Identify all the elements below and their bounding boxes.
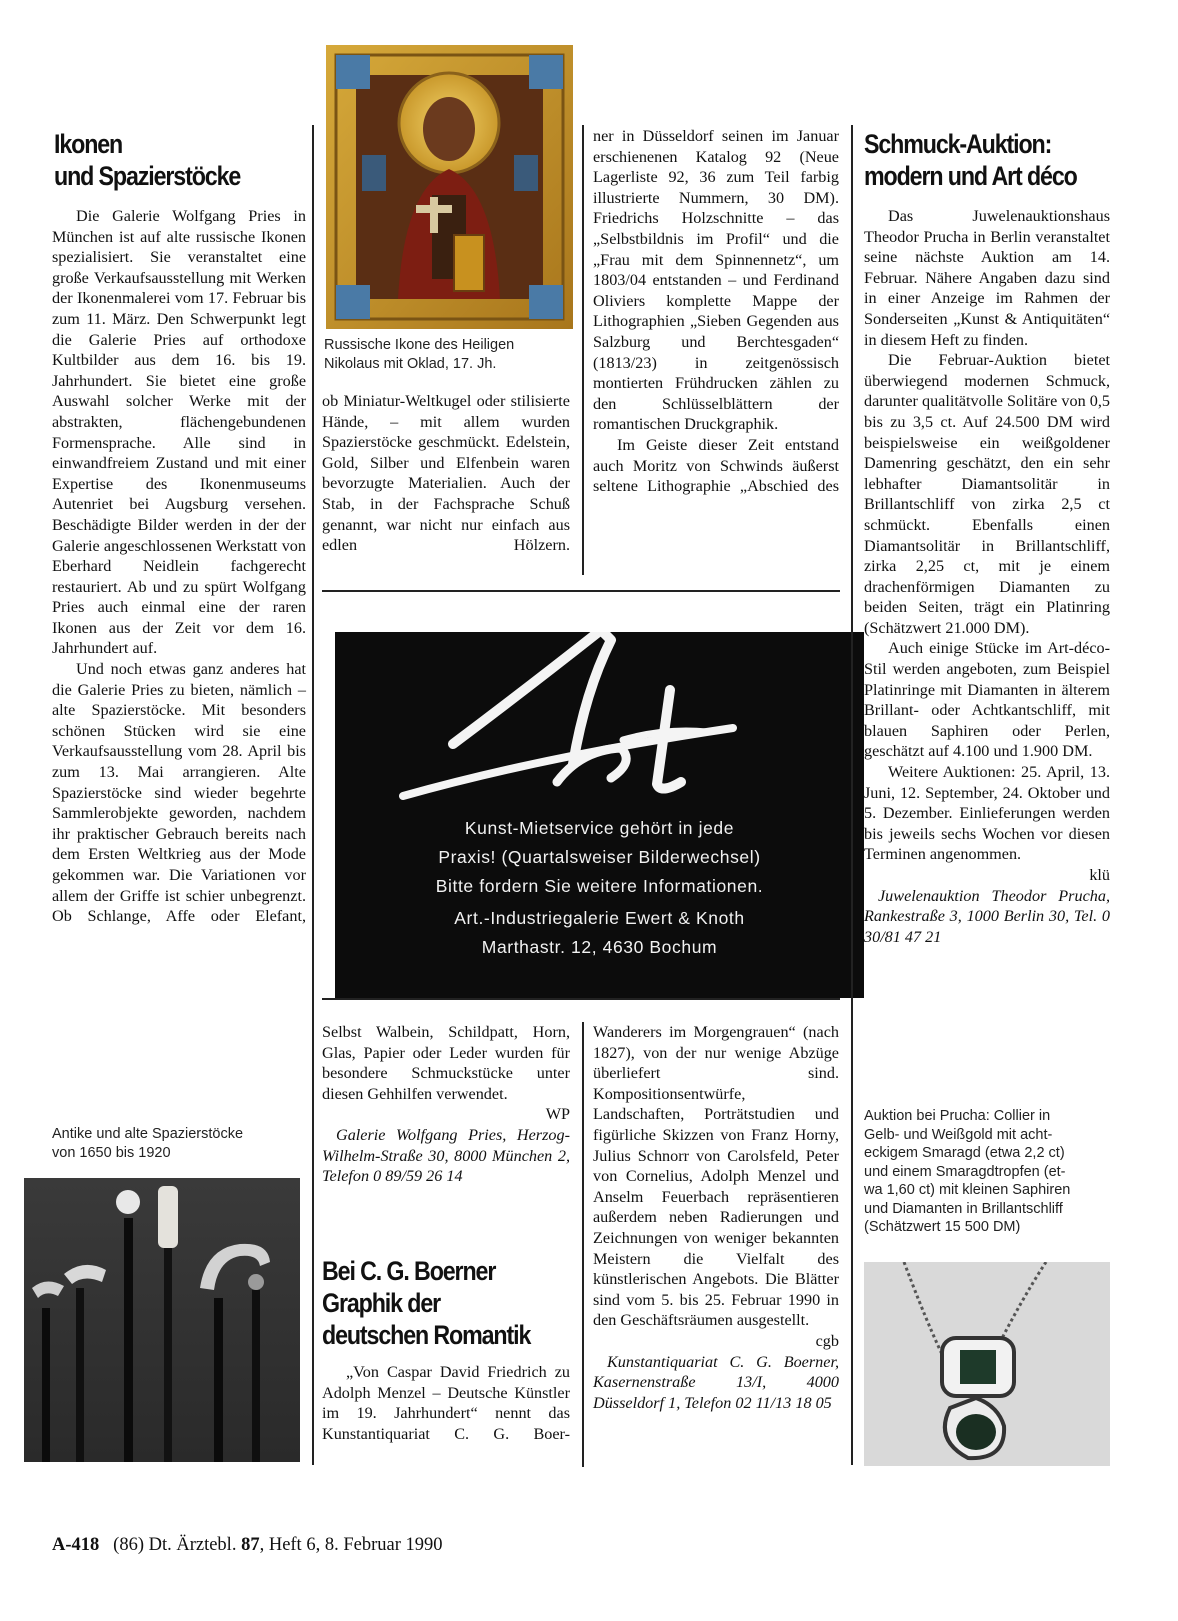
ad-line: Praxis! (Quartalsweiser Bilderwechsel) (438, 847, 761, 867)
ad-address: Marthastr. 12, 4630 Bochum (481, 937, 718, 957)
headline-boerner: Bei C. G. Boerner Graphik der deutschen Romantik (322, 1256, 531, 1350)
column-divider (582, 1022, 584, 1467)
article-schmuck-body: Das Juwelenauktionshaus Theodor Prucha in Berlin veranstaltet seine nächste Auktion am 14. Februar. Nähere Angaben dazu sind in einer Anzeige im Rahmen der Sonderseiten „Kunst & Antiquitäten“ in diesem Heft zu finden. Die Februar-Auktion bietet überwiegend modernen Schmuck, darunter qualitätvolle Solitäre von 0,5 bis zu 3,5 ct. Auf 24.500 DM wird beispielsweise ein weißgoldener Damenring geschätzt, den ein sehr lebhafter Diamantsolitär in Brillantschliff von zirka 2,5 ct schmückt. Ebenfalls einen Diamantsolitär in Brillantschliff, zirka 2,25 ct, mit je einem drachenförmigen Diamanten zu beiden Seiten, trägt ein Platinring (Schätzwert 21.000 DM). Auch einige Stücke im Art-déco-Stil werden angeboten, zum Beispiel Platinringe mit Diamanten in älterem Brillant- oder Achtkantschliff, mit blauen Saphiren oder Perlen, geschätzt auf 4.100 und 1.900 DM. Weitere Auktionen: 25. April, 13. Juni, 12. September, 24. Oktober und 5. Dezember. Einlieferungen werden bis jeweils sechs Wochen vor diesen Terminen angenommen. klü Juwelenauktion Theodor Prucha, Rankestraße 3, 1000 Berlin 30, Tel. 0 30/81 47 21 (864, 207, 1110, 946)
column-divider (582, 125, 584, 575)
address-boerner: Kunstantiquariat C. G. Boerner, Kasernenstraße 13/I, 4000 Düsseldorf 1, Telefon 02 11/13 18 05 (593, 1352, 839, 1412)
article-ikonen-continued-top: ob Miniatur-Weltkugel oder stilisierte Hände, – mit allem wurden Spazierstöcke geschmückt. Edelstein, Gold, Silber und Elfenbein waren bevorzugte Materialien. Auch der Stab, in der Fachsprache Schuß genannt, war nicht nur einfach aus edlen Hölzern. (322, 392, 570, 555)
ad-line: Bitte fordern Sie weitere Informationen. (435, 876, 764, 896)
page-footer: A-418 (86) Dt. Ärztebl. 87, Heft 6, 8. Februar 1990 (52, 1535, 443, 1555)
collier-photo (864, 1262, 1110, 1466)
address-prucha: Juwelenauktion Theodor Prucha, Rankestraße 3, 1000 Berlin 30, Tel. 0 30/81 47 21 (864, 886, 1110, 946)
author-signature: klü (1089, 866, 1110, 884)
caption-collier: Auktion bei Prucha: Collier in Gelb- und Weißgold mit acht- eckigem Smaragd (etwa 2,2 ct) und einem Smaragdtropfen (et- wa 1,60 ct) mit kleinen Saphiren und Diamanten in Brillantschliff (Schätzwert 15 500 DM) (864, 1108, 1071, 1235)
article-ikonen-body (52, 206, 306, 927)
walking-sticks-photo (24, 1178, 300, 1462)
art-advertisement (335, 632, 864, 998)
headline-schmuck: Schmuck-Auktion: modern und Art déco (864, 129, 1077, 191)
article-ikonen-end: Selbst Walbein, Schildpatt, Horn, Glas, Papier oder Leder wurden für besondere Schmuckstücke unter diesen Gehhilfen verwendet. WP Galerie Wolfgang Pries, Herzog-Wilhelm-Straße 30, 8000 München 2, Telefon 0 89/59 26 14 (322, 1023, 570, 1186)
headline-ikonen: Ikonen und Spazierstöcke (54, 129, 241, 191)
ad-line: Kunst-Mietservice gehört in jede (464, 818, 735, 838)
ad-top-rule (322, 590, 840, 592)
column-divider (312, 125, 314, 1465)
caption-spazierstoecke: Antike und alte Spazierstöcke von 1650 bis 1920 (52, 1126, 244, 1161)
ad-company: Art.-Industriegalerie Ewert & Knoth (454, 908, 745, 928)
art-logo (335, 632, 864, 832)
page-number: A-418 (52, 1535, 100, 1555)
icon-photo (326, 45, 573, 329)
paragraph: Die Galerie Wolfgang Pries in München ist auf alte russische Ikonen spezialisiert. Sie veranstaltet eine große Verkaufsausstellung mit Werken der Ikonenmalerei vom 17. Februar bis zum 11. März. Den Schwerpunkt legt die Galerie Pries auf orthodoxe Kultbilder aus dem 16. bis 19. Jahrhundert. Sie bietet eine große Auswahl solcher Werke mit der abstrakten, flächengebundenen Formensprache. Alle sind in einwandfreiem Zustand und mit einer Expertise des Ikonenmuseums Autenriet bei Augsburg versehen. Beschädigte Bilder werden in der der Galerie angeschlossenen Werkstatt von Eberhard Neidlein fachgerecht restauriert. Ab und zu spürt Wolfgang Pries auch einmal eine der raren Ikonen aus der Zeit vor dem 16. Jahrhundert auf. (52, 207, 306, 658)
article-boerner-body: Wanderers im Morgengrauen“ (nach 1827), von der nur wenige Abzüge überliefert sind. Kompositionsentwürfe, Landschaften, Porträtstudien und figürliche Skizzen von Franz Horny, Julius Schnorr von Carolsfeld, Peter von Cornelius, Adolph Menzel und Anselm Feuerbach repräsentieren außerdem neben Radierungen und Zeichnungen von weniger bekannten Meistern die Vielfalt des künstlerischen Angebots. Die Blätter sind vom 5. bis 25. Februar 1990 in den Geschäftsräumen ausgestellt. cgb Kunstantiquariat C. G. Boerner, Kasernenstraße 13/I, 4000 Düsseldorf 1, Telefon 02 11/13 18 05 (593, 1023, 839, 1412)
paragraph: Und noch etwas ganz anderes hat die Galerie Pries zu bieten, nämlich – alte Spazierstöcke. Mit besonders schönen Stücken wird sie eine Verkaufsausstellung vom 28. April bis zum 13. Mai arrangieren. Alte Spazierstöcke sind wieder begehrte Sammlerobjekte geworden, nachdem ihr praktischer Gebrauch bereits nach dem Ersten Weltkrieg aus der Mode gekommen war. Die Variationen vor allem der Griffe ist schier unbegrenzt. Ob Schlange, Affe oder Elefant, (52, 660, 306, 926)
volume-number: 87 (241, 1535, 260, 1555)
article-boerner-continued-top: ner in Düsseldorf seinen im Januar erschienenen Katalog 92 (Neue Lagerliste 92, 36 zum Teil farbig illustrierte Nummern, 30 DM). Friedrichs Holzschnitte – das „Selbstbildnis im Profil“ und die „Frau mit dem Spinnennetz“, um 1803/04 entstanden – und Ferdinand Oliviers komplette Mappe der Lithographien „Sieben Gegenden aus Salzburg und Berchtesgaden“ (1813/23) in zeitgenössisch montierten Frühdrucken zählen zu den Schlüsselblättern der romantischen Druckgraphik. Im Geiste dieser Zeit entstand auch Moritz von Schwinds äußerst seltene Lithographie „Abschied des (593, 127, 839, 496)
address-galerie-pries: Galerie Wolfgang Pries, Herzog-Wilhelm-Straße 30, 8000 München 2, Telefon 0 89/59 26 14 (322, 1125, 570, 1186)
column-divider (851, 125, 853, 1465)
author-signature: WP (545, 1105, 570, 1124)
ad-bottom-rule (322, 998, 840, 1000)
article-boerner-intro: „Von Caspar David Friedrich zu Adolph Menzel – Deutsche Künstler im 19. Jahrhundert“ nennt das Kunstantiquariat C. G. Boer- (322, 1363, 570, 1443)
caption-ikone: Russische Ikone des Heiligen Nikolaus mit Oklad, 17. Jh. (324, 337, 515, 372)
author-signature: cgb (815, 1331, 839, 1350)
